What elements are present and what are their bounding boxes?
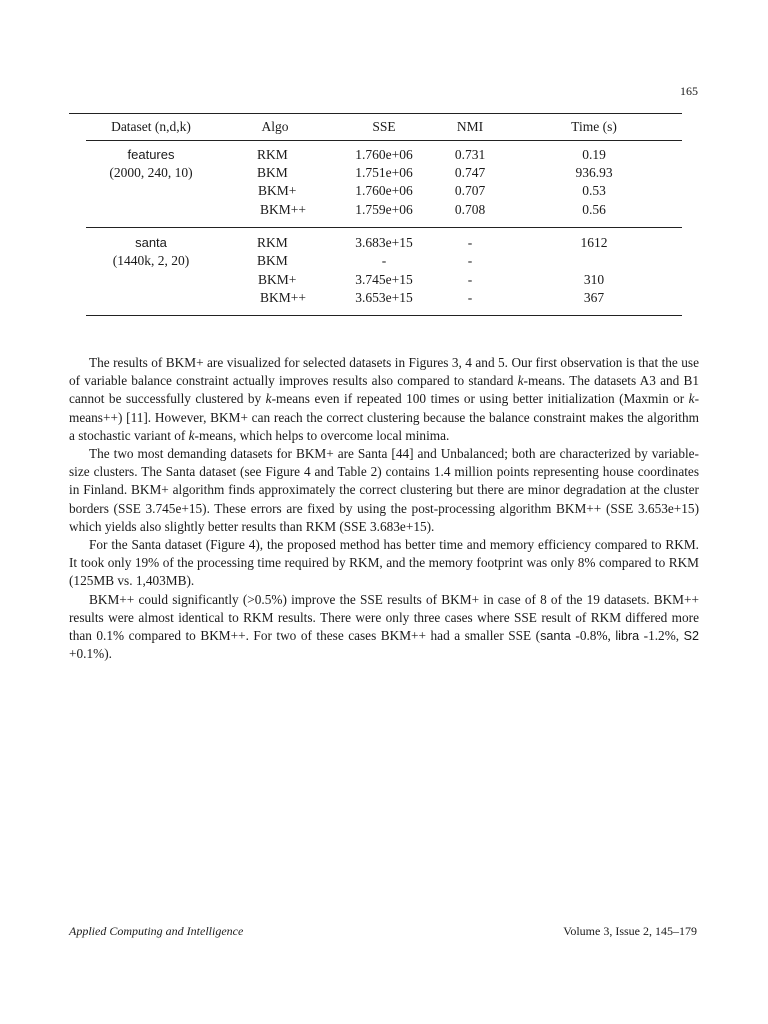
table-cell-sse: 3.683e+15 [355, 235, 413, 250]
table-cell-algo: BKM++ [260, 202, 306, 217]
table-cell-time: 0.56 [582, 202, 606, 217]
table-cell-time: 936.93 [575, 165, 613, 180]
table-cell-algo: RKM [257, 147, 288, 162]
dataset-name: features [127, 147, 175, 162]
table-cell-nmi: 0.731 [454, 147, 486, 162]
table-top-rule [69, 113, 682, 114]
table-cell-nmi: - [467, 272, 473, 287]
table-cell-nmi: - [467, 290, 473, 305]
dataset-params: (1440k, 2, 20) [112, 253, 190, 268]
table-cell-sse: 3.745e+15 [355, 272, 413, 287]
table-cell-sse: 1.759e+06 [355, 202, 413, 217]
table-header-rule [86, 140, 682, 141]
table-cell-algo: RKM [257, 235, 288, 250]
table-cell-algo: BKM++ [260, 290, 306, 305]
issue-info: Volume 3, Issue 2, 145–179 [563, 924, 697, 938]
page-number: 165 [680, 84, 698, 98]
table-cell-time: 0.53 [582, 183, 606, 198]
table-cell-nmi: 0.707 [454, 183, 486, 198]
table-cell-sse: 3.653e+15 [355, 290, 413, 305]
table-cell-sse: - [381, 253, 387, 268]
header-algo: Algo [261, 119, 289, 134]
paragraph: The two most demanding datasets for BKM+ are Santa [44] and Unbalanced; both are characterized by variable-size clusters. The Santa dataset (see Figure 4 and Table 2) contains 1.4 million points representing house coordinates in Finland. BKM+ algorithm finds approximately the correct clustering but there are minor degradation at the cluster borders (SSE 3.745e+15). These errors are fixed by using the post-processing algorithm BKM++ (SSE 3.653e+15) which yields also slightly better results than RKM (SSE 3.683e+15). [69, 446, 699, 534]
table-group-rule [86, 227, 682, 228]
table-cell-time: 310 [583, 272, 605, 287]
table-cell-time: 0.19 [582, 147, 606, 162]
table-cell-time: 1612 [580, 235, 608, 250]
table-cell-sse: 1.751e+06 [355, 165, 413, 180]
journal-name: Applied Computing and Intelligence [69, 924, 244, 938]
table-cell-sse: 1.760e+06 [355, 147, 413, 162]
paragraph: The results of BKM+ are visualized for selected datasets in Figures 3, 4 and 5. Our first observation is that the use of variable balance constraint actually improves results also compared to standard k-means. The datasets A3 and B1 cannot be successfully clustered by k-means even if repeated 100 times or using better initialization (Maxmin or k-means++) [11]. However, BKM+ can reach the correct clustering because the balance constraint makes the algorithm a stochastic variant of k-means, which helps to overcome local minima. [69, 355, 699, 443]
table-cell-algo: BKM+ [258, 272, 297, 287]
header-nmi: NMI [456, 119, 484, 134]
header-time: Time (s) [571, 119, 617, 134]
table-cell-algo: BKM [257, 253, 288, 268]
table-cell-nmi: 0.747 [454, 165, 486, 180]
table-cell-algo: BKM+ [258, 183, 297, 198]
table-cell-sse: 1.760e+06 [355, 183, 413, 198]
dataset-params: (2000, 240, 10) [109, 165, 193, 180]
table-cell-time: 367 [583, 290, 605, 305]
header-sse: SSE [372, 119, 396, 134]
table-cell-nmi: - [467, 253, 473, 268]
header-dataset: Dataset (n,d,k) [111, 119, 191, 134]
table-cell-nmi: - [467, 235, 473, 250]
dataset-name: santa [135, 235, 167, 250]
paragraph: For the Santa dataset (Figure 4), the proposed method has better time and memory efficiency compared to RKM. It took only 19% of the processing time required by RKM, and the memory footprint was only 8% compared to RKM (125MB vs. 1,403MB). [69, 537, 699, 589]
body-text [69, 354, 699, 663]
table-cell-algo: BKM [257, 165, 288, 180]
paragraph: BKM++ could significantly (>0.5%) improve the SSE results of BKM+ in case of 8 of the 19 datasets. BKM++ results were almost identical to RKM results. There were only three cases where SSE result of RKM differed more than 0.1% compared to BKM++. For two of these cases BKM++ had a smaller SSE (santa -0.8%, libra -1.2%, S2 +0.1%). [69, 591, 699, 662]
table-bottom-rule [86, 315, 682, 316]
table-cell-nmi: 0.708 [454, 202, 486, 217]
